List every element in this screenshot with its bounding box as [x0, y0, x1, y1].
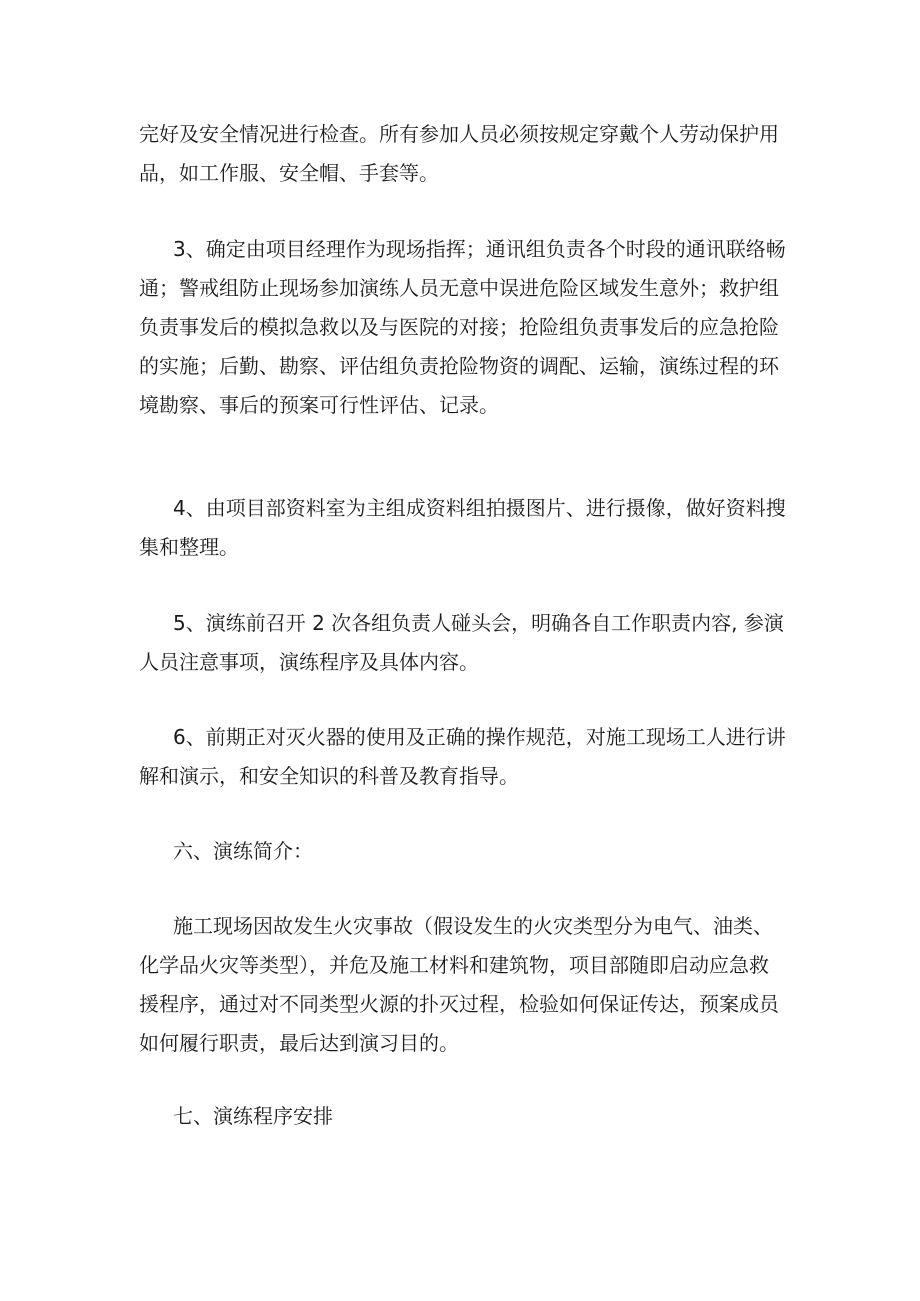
text-line: 人员注意事项，演练程序及具体内容。: [139, 650, 479, 674]
paragraph-continuation: [139, 115, 784, 193]
text-line: 集和整理。: [139, 535, 239, 559]
section-heading-7: [139, 1097, 784, 1136]
paragraph-item-6: [139, 718, 784, 796]
text-line: 通；警戒组防止现场参加演练人员无意中误进危险区域发生意外；救护组: [139, 276, 779, 300]
heading-text: 七、演练程序安排: [173, 1104, 333, 1128]
text-line: 4、由项目部资料室为主组成资料组拍摄图片、进行摄像，做好资料搜: [173, 496, 786, 520]
text-line: 品，如工作服、安全帽、手套等。: [139, 161, 439, 185]
paragraph-item-4: [139, 489, 784, 567]
text-line: 施工现场因故发生火灾事故（假设发生的火灾类型分为电气、油类、: [173, 914, 773, 938]
text-line: 3、确定由项目经理作为现场指挥；通讯组负责各个时段的通讯联络畅: [173, 237, 786, 261]
heading-text: 六、演练简介：: [173, 839, 313, 863]
text-line: 6、前期正对灭火器的使用及正确的操作规范，对施工现场工人进行讲: [173, 725, 786, 749]
text-line: 化学品火灾等类型），并危及施工材料和建筑物，项目部随即启动应急救: [139, 953, 769, 977]
text-line: 如何履行职责，最后达到演习目的。: [139, 1031, 459, 1055]
text-line: 援程序，通过对不同类型火源的扑灭过程，检验如何保证传达，预案成员: [139, 992, 779, 1016]
text-line: 5、演练前召开 2 次各组负责人碰头会，明确各自工作职责内容, 参演: [173, 611, 784, 635]
section-heading-6: [139, 832, 784, 871]
text-line: 完好及安全情况进行检查。所有参加人员必须按规定穿戴个人劳动保护用: [139, 122, 779, 146]
text-line: 负责事发后的模拟急救以及与医院的对接；抢险组负责事发后的应急抢险: [139, 315, 779, 339]
paragraph-item-5: [139, 604, 784, 682]
text-line: 境勘察、事后的预案可行性评估、记录。: [139, 393, 499, 417]
paragraph-intro: [139, 907, 784, 1063]
text-line: 的实施；后勤、勘察、评估组负责抢险物资的调配、运输，演练过程的环: [139, 354, 779, 378]
paragraph-item-3: [139, 230, 784, 425]
text-line: 解和演示，和安全知识的科普及教育指导。: [139, 764, 519, 788]
